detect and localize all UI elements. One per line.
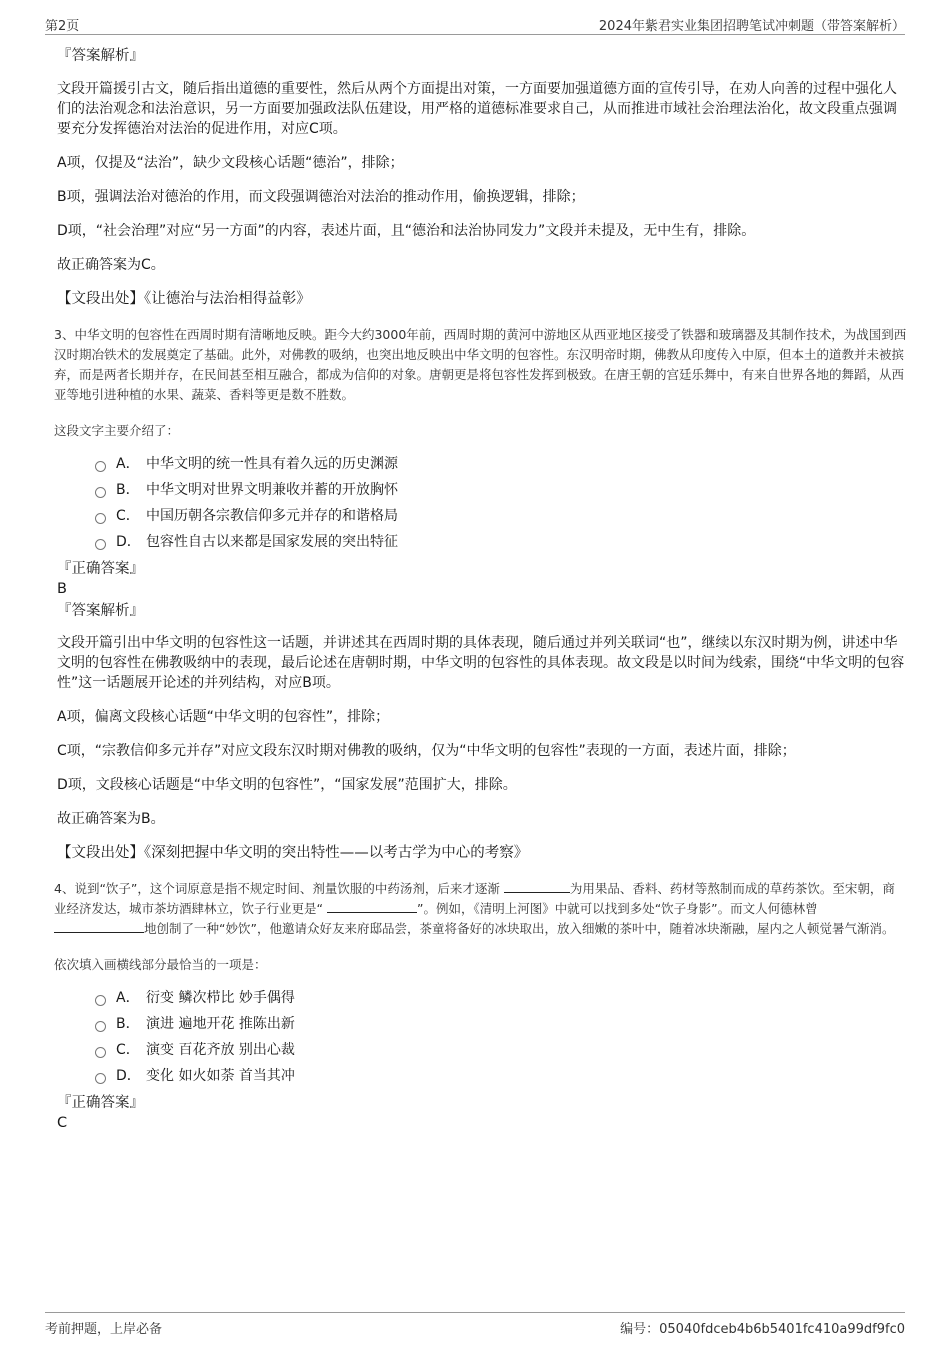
q4-option-b[interactable]: B． 演进 遍地开花 推陈出新 — [95, 1011, 907, 1037]
fill-blank-3 — [54, 919, 144, 933]
q3-option-a[interactable]: A． 中华文明的统一性具有着久远的历史渊源 — [95, 451, 907, 477]
q4-option-d[interactable]: D． 变化 如火如荼 首当其冲 — [95, 1063, 907, 1089]
q2-analysis-paragraph: 文段开篇援引古文，随后指出道德的重要性，然后从两个方面提出对策，一方面要加强道德方面的宣传引导，在劝人向善的过程中强化人们的法治观念和法治意识，另一方面要加强政法队伍建设，用严格的道德标准要求自己，从而推进市域社会治理法治化，故文段重点强调要充分发挥德治对法治的促进作用，对应C项。 — [57, 81, 897, 137]
q2-analysis-point-b: B项，强调法治对德治的作用，而文段强调德治对法治的推动作用，偷换逻辑，排除； — [57, 189, 585, 205]
document-title: 2024年紫君实业集团招聘笔试冲刺题（带答案解析） — [598, 18, 905, 34]
fill-blank-1 — [504, 879, 570, 893]
q3-answer-label: 『正确答案』 — [57, 561, 144, 577]
q3-stem: 3、中华文明的包容性在西周时期有清晰地反映。距今大约3000年前，西周时期的黄河中游地区从西亚地区接受了铁器和玻璃器及其制作技术，为战国到西汉时期冶铁术的发展奠定了基础。此外，对佛教的吸纳，也突出地反映出中华文明的包容性。东汉明帝时期，佛教从印度传入中原，但本土的道教并未被摈弃，而是两者长期并存，在民间甚至相互融合，都成为信仰的对象。唐朝更是将包容性发挥到极致。在唐王朝的宫廷乐舞中，有来自世界各地的舞蹈，从西亚等地引进种植的水果、蔬菜、香料等更是数不胜数。 — [54, 327, 907, 402]
radio-icon[interactable] — [95, 461, 106, 472]
q3-answer: B — [57, 581, 67, 597]
q3-conclusion: 故正确答案为B。 — [57, 811, 165, 827]
radio-icon[interactable] — [95, 487, 106, 498]
footer-slogan: 考前押题，上岸必备 — [45, 1322, 163, 1337]
q4-option-c[interactable]: C． 演变 百花齐放 别出心裁 — [95, 1037, 907, 1063]
radio-icon[interactable] — [95, 1047, 106, 1058]
q3-analysis-point-a: A项，偏离文段核心话题“中华文明的包容性”，排除； — [57, 709, 390, 725]
q4-answer-label: 『正确答案』 — [57, 1095, 144, 1111]
q4-option-a[interactable]: A． 衍变 鳞次栉比 妙手偶得 — [95, 985, 907, 1011]
document-id: 编号：05040fdceb4b6b5401fc410a99df9fc0 — [620, 1322, 905, 1337]
q2-analysis-point-d: D项，“社会治理”对应“另一方面”的内容，表述片面，且“德治和法治协同发力”文段并未提及，无中生有，排除。 — [57, 223, 756, 239]
q3-prompt: 这段文字主要介绍了： — [54, 423, 180, 438]
radio-icon[interactable] — [95, 513, 106, 524]
q2-source: 【文段出处】《让德治与法治相得益彰》 — [57, 291, 311, 307]
radio-icon[interactable] — [95, 1021, 106, 1032]
page-content — [54, 46, 907, 1133]
q3-option-c[interactable]: C． 中国历朝各宗教信仰多元并存的和谐格局 — [95, 503, 907, 529]
q3-analysis-paragraph: 文段开篇引出中华文明的包容性这一话题，并讲述其在西周时期的具体表现，随后通过并列关联词“也”，继续以东汉时期为例，讲述中华文明的包容性在佛教吸纳中的表现，最后论述在唐朝时期，中华文明的包容性的具体表现。故文段是以时间为线索，围绕“中华文明的包容性”这一话题展开论述的并列结构，对应B项。 — [57, 635, 905, 691]
fill-blank-2 — [327, 899, 417, 913]
q3-analysis-point-c: C项，“宗教信仰多元并存”对应文段东汉时期对佛教的吸纳，仅为“中华文明的包容性”表现的一方面，表述片面，排除； — [57, 743, 796, 759]
q3-options — [95, 451, 907, 555]
q3-analysis-point-d: D项，文段核心话题是“中华文明的包容性”，“国家发展”范围扩大，排除。 — [57, 777, 517, 793]
q4-prompt: 依次填入画横线部分最恰当的一项是： — [54, 957, 267, 972]
q4-options — [95, 985, 907, 1089]
q3-option-d[interactable]: D． 包容性自古以来都是国家发展的突出特征 — [95, 529, 907, 555]
page-header — [45, 14, 905, 35]
q2-conclusion: 故正确答案为C。 — [57, 257, 165, 273]
q3-analysis-label: 『答案解析』 — [57, 603, 144, 619]
radio-icon[interactable] — [95, 539, 106, 550]
page-number: 第2页 — [45, 18, 80, 34]
radio-icon[interactable] — [95, 995, 106, 1006]
q4-answer: C — [57, 1115, 68, 1131]
q2-analysis-label: 『答案解析』 — [57, 48, 144, 64]
radio-icon[interactable] — [95, 1073, 106, 1084]
page-footer — [45, 1312, 905, 1337]
q3-option-b[interactable]: B． 中华文明对世界文明兼收并蓄的开放胸怀 — [95, 477, 907, 503]
q3-source: 【文段出处】《深刻把握中华文明的突出特性——以考古学为中心的考察》 — [57, 845, 529, 861]
q4-stem: 4、说到“饮子”，这个词原意是指不规定时间、剂量饮服的中药汤剂，后来才逐渐 为用果品、香料、药材等熬制而成的草药茶饮。至宋朝，商业经济发达，城市茶坊酒肆林立，饮子行业更是“ ”。例如，《清明上河图》中就可以找到多处“饮子身影”。而文人何德林曾 地创制了一种“妙饮”，他邀请众好友来府邸品尝，茶童将备好的冰块取出，放入细嫩的茶叶中，随着冰块渐融，屋内之人顿觉暑气渐消。 — [54, 881, 895, 936]
q2-analysis-point-a: A项，仅提及“法治”，缺少文段核心话题“德治”，排除； — [57, 155, 404, 171]
